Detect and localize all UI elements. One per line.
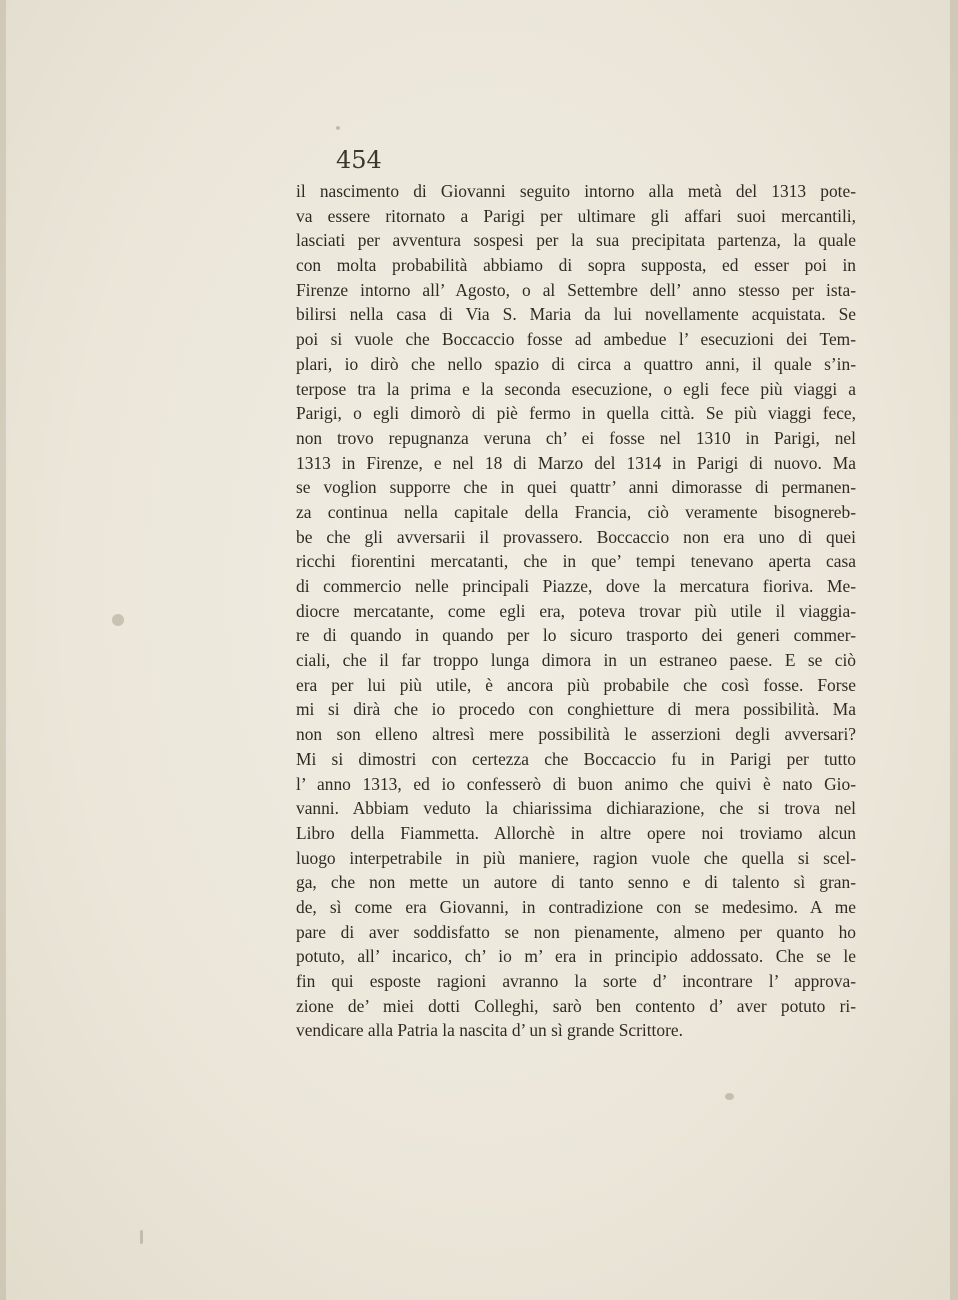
text-line: 1313 in Firenze, e nel 18 di Marzo del 1314 in Parigi di nuovo. Ma <box>296 452 856 473</box>
body-text <box>296 179 856 1043</box>
text-line: non trovo repugnanza veruna ch’ ei fosse nel 1310 in Parigi, nel <box>296 427 856 448</box>
text-line: terpose tra la prima e la seconda esecuzione, o egli fece più viaggi a <box>296 378 856 399</box>
paper-fleck <box>140 1230 143 1244</box>
text-line: plari, io dirò che nello spazio di circa a quattro anni, il quale s’in- <box>296 353 856 374</box>
text-line: de, sì come era Giovanni, in contradizione con se medesimo. A me <box>296 896 856 917</box>
text-line: luogo interpetrabile in più maniere, ragion vuole che quella si scel- <box>296 847 856 868</box>
text-line: di commercio nelle principali Piazze, dove la mercatura fioriva. Me- <box>296 576 856 596</box>
text-line: se voglion supporre che in quei quattr’ anni dimorasse di permanen- <box>296 477 856 498</box>
text-line: lasciati per avventura sospesi per la sua precipitata partenza, la quale <box>296 230 856 251</box>
text-line: Firenze intorno all’ Agosto, o al Settembre dell’ anno stesso per ista- <box>296 279 856 300</box>
text-line: zione de’ miei dotti Colleghi, sarò ben contento d’ aver potuto ri- <box>296 995 856 1016</box>
text-line: be che gli avversarii il provassero. Boccaccio non era uno di quei <box>296 526 856 547</box>
text-line: ciali, che il far troppo lunga dimora in un estraneo paese. E se ciò <box>296 650 856 671</box>
text-line: potuto, all’ incarico, ch’ io m’ era in principio addossato. Che se le <box>296 946 856 967</box>
text-line: vanni. Abbiam veduto la chiarissima dichiarazione, che si trova nel <box>296 798 856 819</box>
text-line: mi si dirà che io procedo con conghietture di mera possibilità. Ma <box>296 699 856 720</box>
paper-fleck <box>112 614 124 626</box>
paper-fleck <box>725 1093 734 1100</box>
left-edge-shadow <box>0 0 6 1300</box>
text-line: Libro della Fiammetta. Allorchè in altre opere noi troviamo alcun <box>296 822 856 843</box>
text-line: bilirsi nella casa di Via S. Maria da lui novellamente acquistata. Se <box>296 304 856 325</box>
text-line: Mi si dimostri con certezza che Boccaccio fu in Parigi per tutto <box>296 748 856 769</box>
right-edge-shadow <box>950 0 958 1300</box>
text-line: era per lui più utile, è ancora più probabile che così fosse. Forse <box>296 674 856 695</box>
paper-fleck <box>336 126 340 130</box>
text-line: fin qui esposte ragioni avranno la sorte d’ incontrare l’ approva- <box>296 971 856 991</box>
text-line: Parigi, o egli dimorò di piè fermo in quella città. Se più viaggi fece, <box>296 403 856 424</box>
text-line: vendicare alla Patria la nascita d’ un sì grande Scrittore. <box>296 1020 683 1041</box>
text-line: pare di aver soddisfatto se non pienamente, almeno per quanto ho <box>296 921 856 942</box>
text-line: con molta probabilità abbiamo di sopra supposta, ed esser poi in <box>296 255 856 276</box>
text-line: ricchi fiorentini mercatanti, che in que’ tempi tenevano aperta casa <box>296 551 856 572</box>
text-line: poi si vuole che Boccaccio fosse ad ambedue l’ esecuzioni dei Tem- <box>296 329 856 350</box>
text-line: re di quando in quando per lo sicuro trasporto dei generi commer- <box>296 625 856 646</box>
text-line: diocre mercatante, come egli era, poteva trovar più utile il viaggia- <box>296 600 856 621</box>
text-line: il nascimento di Giovanni seguito intorno alla metà del 1313 pote- <box>296 181 856 201</box>
text-line: ga, che non mette un autore di tanto senno e di talento sì gran- <box>296 872 856 893</box>
text-line: za continua nella capitale della Francia, ciò veramente bisognereb- <box>296 501 856 522</box>
text-line: non son elleno altresì mere possibilità le asserzioni degli avversari? <box>296 724 856 745</box>
page-number: 454 <box>336 146 382 174</box>
text-line: va essere ritornato a Parigi per ultimare gli affari suoi mercantili, <box>296 205 856 226</box>
text-line: l’ anno 1313, ed io confesserò di buon animo che quivi è nato Gio- <box>296 773 856 794</box>
